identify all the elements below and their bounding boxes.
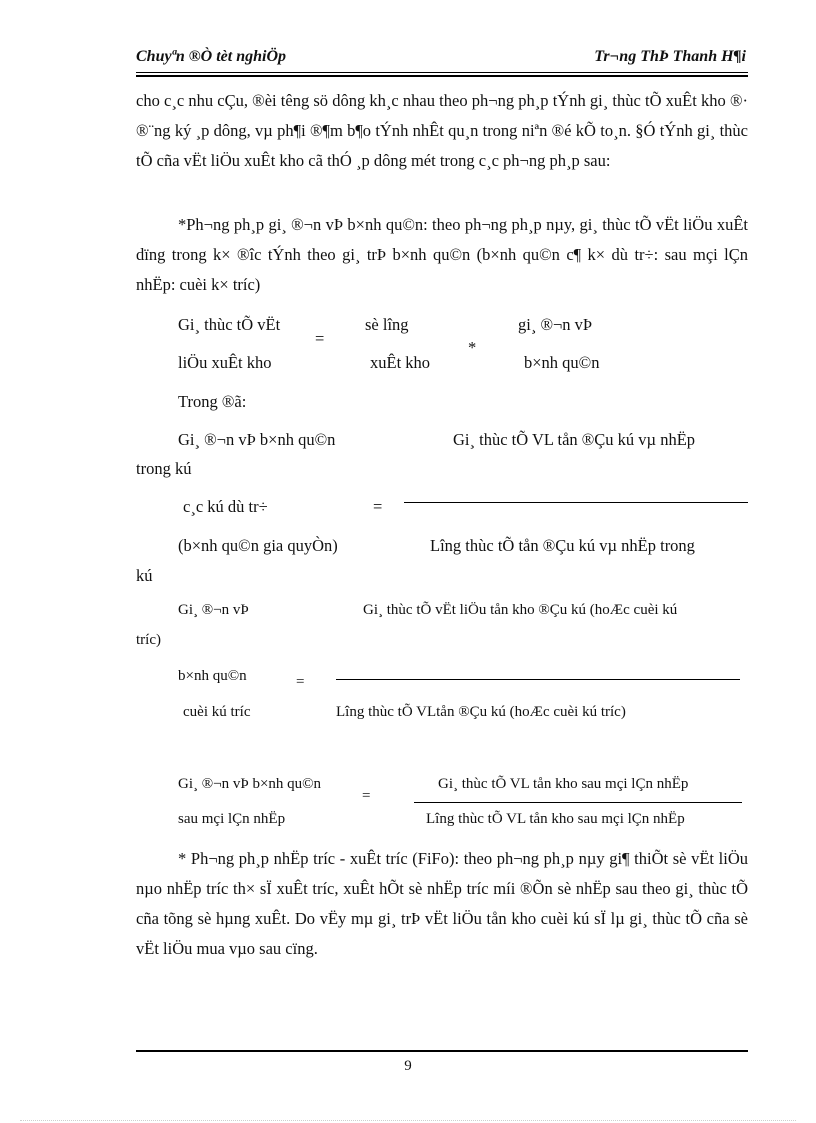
formula3-left-line2: b×nh qu©n	[178, 668, 247, 684]
formula2-equals: =	[373, 497, 383, 516]
page-bottom-edge	[20, 1120, 796, 1121]
paragraph-fifo-method: * Ph¬ng ph¸p nhËp tríc - xuÊt tríc (FiFo): theo ph¬ng ph¸p nµy gi¶ thiÕt sè vËt liÖu nµo nhËp tríc th× sÏ xuÊt tríc, xuÊt hÕt sè nhËp tríc míi ®Õn sè nhËp sau theo gi¸ thùc tÕ cña tõng sè hµng xuÊt. Do vËy mµ gi¸ trÞ vËt liÖu tån kho cuèi kú sÏ lµ gi¸ thùc tÕ cña sè vËt liÖu mua vµo sau cïng.	[136, 849, 748, 958]
page-number: 9	[404, 1058, 412, 1074]
formula2-fraction-bar	[404, 502, 748, 503]
formula4-equals: =	[362, 788, 371, 804]
formula4-left-line1: Gi¸ ®¬n vÞ b×nh qu©n	[178, 776, 322, 792]
trong-do-label: Trong ®ã:	[178, 392, 247, 411]
header-author: Tr¬ng ThÞ Thanh H¶i	[594, 48, 746, 65]
header-rule	[136, 72, 748, 73]
formula1-term-b-line2: xuÊt kho	[370, 353, 431, 372]
paragraph-intro: cho c¸c nhu cÇu, ®èi têng sö dông kh¸c nhau theo ph¬ng ph¸p tÝnh gi¸ thùc tÕ xuÊt kho ®· ®¨ng ký ¸p dông, vµ ph¶i ®¶m b¶o tÝnh nhÊt qu¸n trong niªn ®é kÕ to¸n. §Ó tÝnh gi¸ thùc tÕ cña vËt liÖu xuÊt kho cã thÓ ¸p dông mét trong c¸c ph¬ng ph¸p sau:	[136, 91, 748, 170]
formula1-term-c-line1: gi¸ ®¬n vÞ	[518, 315, 593, 334]
formula3-denominator: Lîng thùc tÕ VLtån ®Çu kú (hoÆc cuèi kú tríc)	[336, 704, 626, 720]
formula1-equals: =	[315, 329, 325, 348]
header-title: Chuyªn ®Ò tèt nghiÖp	[136, 48, 287, 65]
formula1-term-b-line1: sè lîng	[365, 315, 409, 334]
formula1-term-c-line2: b×nh qu©n	[524, 353, 600, 372]
formula2-left-line1: Gi¸ ®¬n vÞ b×nh qu©n	[178, 430, 336, 449]
formula3-numerator-wrap: tríc)	[136, 632, 161, 648]
formula4-denominator: Lîng thùc tÕ VL tån kho sau mçi lÇn nhËp	[426, 811, 685, 827]
formula4-fraction-bar	[414, 802, 742, 803]
formula3-equals: =	[296, 674, 305, 690]
header-rule-thick	[136, 75, 748, 77]
footer-rule	[136, 1050, 748, 1052]
formula2-denominator-wrap: kú	[136, 566, 153, 585]
formula3-left-line3: cuèi kú tríc	[183, 704, 251, 720]
formula2-numerator: Gi¸ thùc tÕ VL tån ®Çu kú vµ nhËp	[453, 430, 696, 449]
formula2-numerator-wrap: trong kú	[136, 459, 192, 478]
formula1-multiply: *	[468, 338, 477, 357]
formula1-term-a-line2: liÖu xuÊt kho	[178, 353, 272, 372]
formula2-left-line3: (b×nh qu©n gia quyÒn)	[178, 536, 338, 555]
formula1-term-a-line1: Gi¸ thùc tÕ vËt	[178, 315, 281, 334]
formula3-left-line1: Gi¸ ®¬n vÞ	[178, 602, 249, 618]
formula2-left-line2: c¸c kú dù tr÷	[183, 497, 268, 516]
formula4-left-line2: sau mçi lÇn nhËp	[178, 811, 286, 827]
paragraph-average-method: *Ph¬ng ph¸p gi¸ ®¬n vÞ b×nh qu©n: theo ph¬ng ph¸p nµy, gi¸ thùc tÕ vËt liÖu xuÊt dïng trong k× ®îc tÝnh theo gi¸ trÞ b×nh qu©n (b×nh qu©n c¶ k× dù tr÷: sau mçi lÇn nhËp: cuèi k× tríc)	[136, 215, 748, 294]
formula3-numerator: Gi¸ thùc tÕ vËt liÖu tån kho ®Çu kú (hoÆc cuèi kú	[363, 602, 678, 618]
formula3-fraction-bar	[336, 679, 740, 680]
formula2-denominator: Lîng thùc tÕ tån ®Çu kú vµ nhËp trong	[430, 536, 695, 555]
formula4-numerator: Gi¸ thùc tÕ VL tån kho sau mçi lÇn nhËp	[438, 776, 689, 792]
